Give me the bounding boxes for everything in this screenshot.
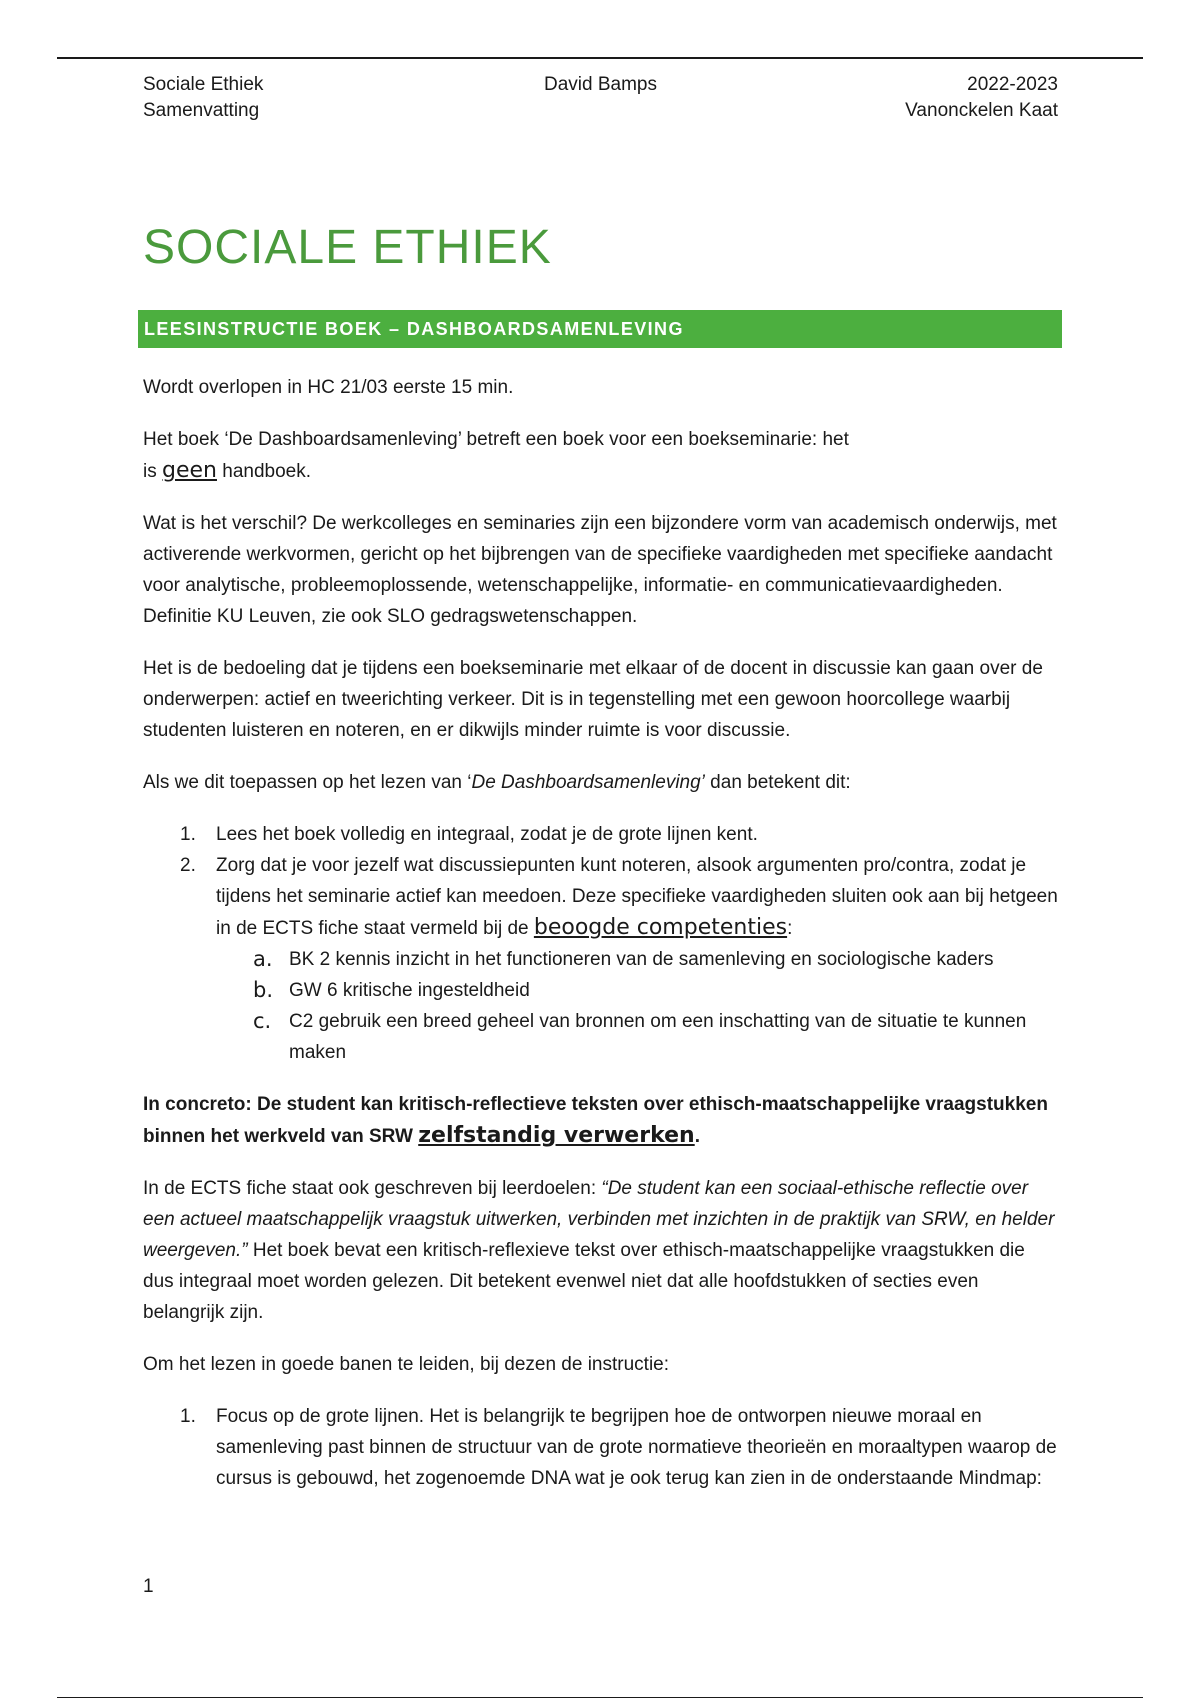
list-marker: 1. — [180, 1406, 196, 1427]
header-course: Sociale Ethiek — [143, 74, 264, 95]
sublist-item — [253, 975, 1058, 1006]
paragraph-ects — [143, 1173, 1058, 1328]
sublist-item — [253, 1006, 1058, 1068]
list-marker: 2. — [180, 855, 196, 876]
paragraph-apply — [143, 767, 1058, 798]
competences-link[interactable]: beoogde competenties — [533, 915, 788, 940]
header-right — [905, 72, 1058, 124]
header-year: 2022-2023 — [967, 74, 1058, 95]
header-author: Vanonckelen Kaat — [905, 100, 1058, 121]
sublist-item-text: C2 gebruik een breed geheel van bronnen om een inschatting van de situatie te kunnen maken — [289, 1011, 1027, 1063]
list-item-end: : — [787, 918, 793, 939]
paragraph-book-end: handboek. — [216, 461, 312, 482]
list-item — [180, 850, 1058, 1068]
paragraph-apply-a: Als we dit toepassen op het lezen van ‘ — [143, 772, 472, 793]
sublist-item-text: BK 2 kennis inzicht in het functioneren van de samenleving en sociologische kaders — [289, 949, 994, 970]
sublist-item-text: GW 6 kritische ingesteldheid — [289, 980, 530, 1001]
paragraph-difference: Wat is het verschil? De werkcolleges en seminaries zijn een bijzondere vorm van academisch onderwijs, met activerende werkvormen, gericht op het bijbrengen van de specifieke vaardigheden met specifieke aandacht voor analytische, probleemoplossende, wetenschappelijke, informatie- en communicatievaardigheden. Definitie KU Leuven, zie ook SLO gedragswetenschappen. — [143, 513, 1057, 627]
list-item-text: Zorg dat je voor jezelf wat discussiepunten kunt noteren, alsook argumenten pro/contra, zodat je tijdens het seminarie actief kan meedoen. Deze specifieke vaardigheden sluiten ook aan bij hetgeen in de ECTS fiche staat vermeld bij de — [216, 855, 1058, 939]
section-heading: LEESINSTRUCTIE BOEK – DASHBOARDSAMENLEVING — [144, 319, 684, 339]
underlined-geen: geen — [162, 458, 217, 483]
paragraph-book-is: is — [143, 461, 162, 482]
paragraph-instruction: Om het lezen in goede banen te leiden, bij dezen de instructie: — [143, 1354, 670, 1375]
paragraph-concreto — [143, 1089, 1058, 1152]
footer-rule — [57, 1697, 1143, 1698]
page-number: 1 — [143, 1576, 154, 1597]
paragraph-seminar: Het is de bedoeling dat je tijdens een boekseminarie met elkaar of de docent in discussie kan gaan over de onderwerpen: actief en tweerichting verkeer. Dit is in tegenstelling met een gewoon hoorcollege waarbij studenten luisteren en noteren, en er dikwijls minder ruimte is voor discussie. — [143, 658, 1043, 741]
paragraph-apply-b: dan betekent dit: — [704, 772, 851, 793]
list-marker: 1. — [180, 824, 196, 845]
sublist-marker: a. — [253, 947, 273, 971]
section-banner — [138, 310, 1062, 348]
ects-quote: “De student kan een sociaal-ethische reflectie over een actueel maatschappelijk vraagstuk uitwerken, verbinden met inzichten in de praktijk van SRW, en helder weergeven.” — [143, 1178, 1055, 1261]
paragraph-book-text: Het boek ‘De Dashboardsamenleving’ betreft een boek voor een boekseminarie: het — [143, 429, 849, 450]
paragraph-book — [143, 424, 1058, 487]
header-doc-type: Samenvatting — [143, 100, 260, 121]
reading-steps-list — [143, 819, 1058, 1068]
sublist-marker: c. — [253, 1009, 272, 1033]
sublist-marker: b. — [253, 978, 274, 1002]
paragraph-concreto-end: . — [694, 1126, 700, 1147]
document-body — [143, 372, 1058, 1515]
underlined-zelfstandig: zelfstandig verwerken — [418, 1123, 695, 1148]
list-item — [180, 819, 1058, 850]
instruction-list — [143, 1401, 1058, 1494]
page-title: SOCIALE ETHIEK — [143, 221, 552, 274]
sublist-item — [253, 944, 1058, 975]
list-item-text: Focus op de grote lijnen. Het is belangrijk te begrijpen hoe de ontworpen nieuwe moraal en samenleving past binnen de structuur van de grote normatieve theorieën en moraaltypen waarop de cursus is gebouwd, het zogenoemde DNA wat je ook terug kan zien in de onderstaande Mindmap: — [216, 1406, 1057, 1489]
paragraph-intro: Wordt overlopen in HC 21/03 eerste 15 min. — [143, 377, 514, 398]
competences-sublist — [216, 944, 1058, 1068]
header-rule — [57, 57, 1143, 59]
header-lecturer: David Bamps — [544, 74, 657, 95]
list-item-text: Lees het boek volledig en integraal, zodat je de grote lijnen kent. — [216, 824, 758, 845]
list-item — [180, 1401, 1058, 1494]
paragraph-ects-b: Het boek bevat een kritisch-reflexieve tekst over ethisch-maatschappelijke vraagstukken die dus integraal moet worden gelezen. Dit betekent evenwel niet dat alle hoofdstukken of secties even belangrijk zijn. — [143, 1240, 1025, 1323]
book-title-italic: De Dashboardsamenleving’ — [471, 772, 705, 793]
paragraph-concreto-text: In concreto: De student kan kritisch-reflectieve teksten over ethisch-maatschappelijke vraagstukken binnen het werkveld van SRW — [143, 1094, 1048, 1147]
paragraph-ects-a: In de ECTS fiche staat ook geschreven bij leerdoelen: — [143, 1178, 602, 1199]
